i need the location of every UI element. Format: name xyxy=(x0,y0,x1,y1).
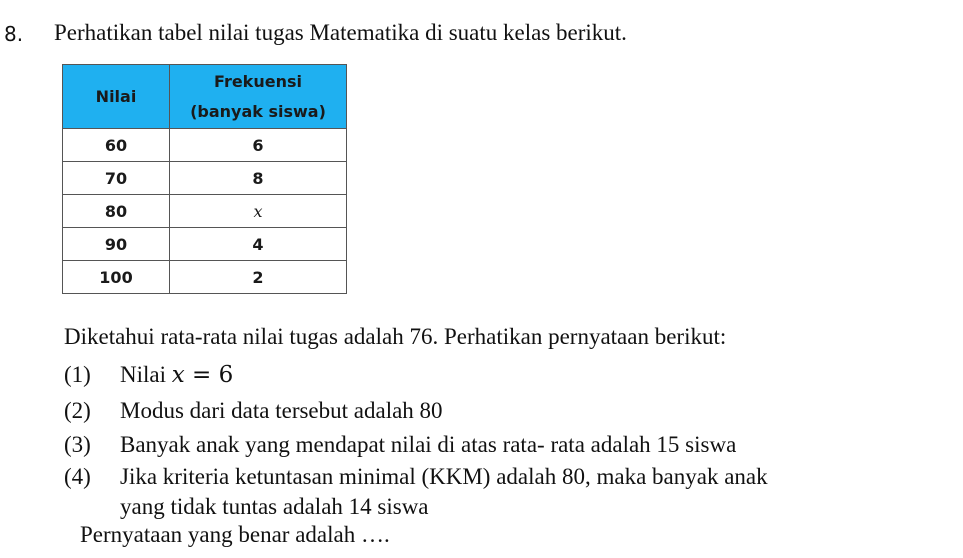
closing-prompt: Pernyataan yang benar adalah …. xyxy=(80,522,390,547)
statement-text-line2: yang tidak tuntas adalah 14 siswa xyxy=(120,494,429,519)
table-row xyxy=(63,261,347,294)
statement-text-line1: Jika kriteria ketuntasan minimal (KKM) adalah 80, maka banyak anak xyxy=(120,464,768,489)
header-frekuensi-line2: (banyak siswa) xyxy=(190,101,326,121)
intro-text: Diketahui rata-rata nilai tugas adalah 76. Perhatikan pernyataan berikut: xyxy=(64,324,727,349)
cell-frekuensi: 6 xyxy=(170,129,347,162)
question-stem: Perhatikan tabel nilai tugas Matematika di suatu kelas berikut. xyxy=(54,20,627,45)
statement-number: (2) xyxy=(64,398,91,423)
statement-number: (4) xyxy=(64,464,91,489)
cell-frekuensi: x xyxy=(170,195,347,228)
header-nilai: Nilai xyxy=(63,65,170,129)
statement-text xyxy=(120,362,233,388)
cell-frekuensi: 8 xyxy=(170,162,347,195)
header-frekuensi-line1: Frekuensi xyxy=(214,71,302,91)
table-row xyxy=(63,195,347,228)
table-header-row xyxy=(63,65,347,129)
statement-text: Modus dari data tersebut adalah 80 xyxy=(120,398,443,423)
statement-text: Banyak anak yang mendapat nilai di atas rata- rata adalah 15 siswa xyxy=(120,432,737,457)
cell-nilai: 100 xyxy=(63,261,170,294)
math-variable: x xyxy=(171,362,185,388)
math-expression: = 6 xyxy=(184,362,234,388)
table-row xyxy=(63,162,347,195)
cell-nilai: 60 xyxy=(63,129,170,162)
statement-number: (3) xyxy=(64,432,91,457)
statement-number: (1) xyxy=(64,362,91,387)
header-frekuensi xyxy=(170,65,347,129)
cell-frekuensi: 4 xyxy=(170,228,347,261)
question-number: 8. xyxy=(4,22,24,46)
cell-nilai: 70 xyxy=(63,162,170,195)
table-row xyxy=(63,228,347,261)
table-row xyxy=(63,129,347,162)
statement-prefix: Nilai xyxy=(120,362,172,387)
cell-nilai: 80 xyxy=(63,195,170,228)
score-frequency-table xyxy=(62,64,347,294)
cell-nilai: 90 xyxy=(63,228,170,261)
cell-frekuensi: 2 xyxy=(170,261,347,294)
